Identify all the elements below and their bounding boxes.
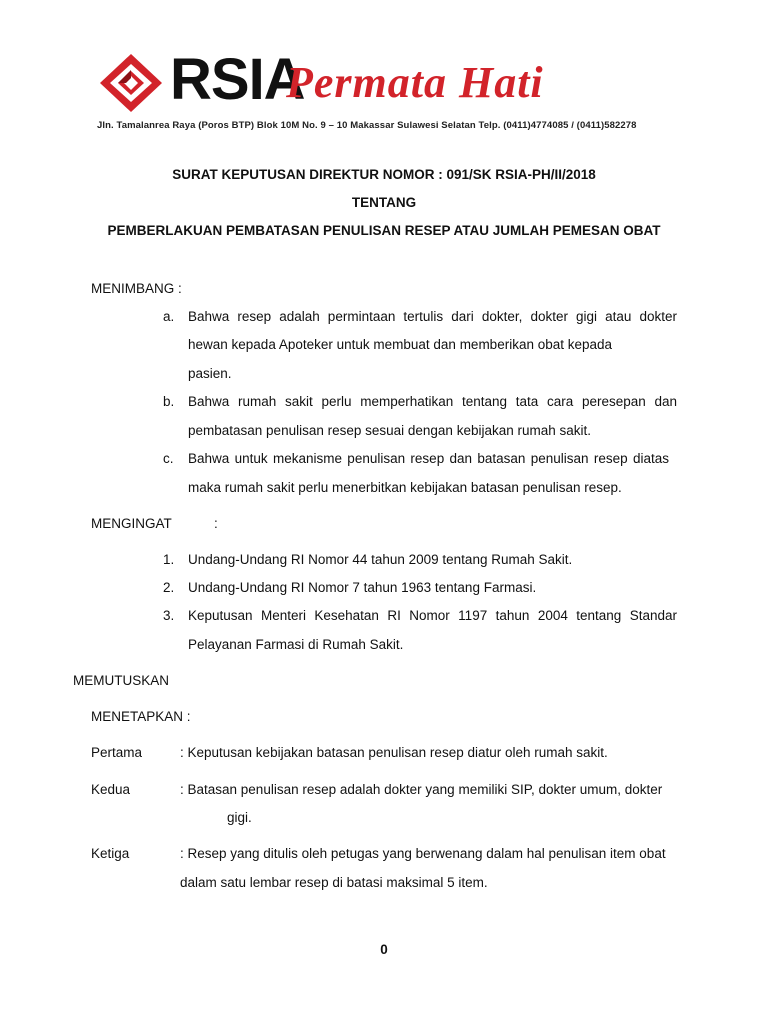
list-item-text: Keputusan Menteri Kesehatan RI Nomor 1197 tahun 2004 tentang Standar <box>188 608 677 623</box>
brand-rsia: RSIA <box>170 47 305 112</box>
mengingat-heading: MENGINGAT <box>91 516 172 531</box>
decision-label: Kedua <box>91 782 131 797</box>
page-number: 0 <box>380 942 388 957</box>
decision-text: : Batasan penulisan resep adalah dokter yang memiliki SIP, dokter umum, dokter <box>180 782 663 797</box>
list-item-text: Bahwa resep adalah permintaan tertulis dari dokter, dokter gigi atau dokter <box>188 309 677 324</box>
list-item-text: Bahwa untuk mekanisme penulisan resep dan batasan penulisan resep diatas <box>188 451 669 466</box>
list-marker: b. <box>163 394 175 409</box>
list-item-text: Bahwa rumah sakit perlu memperhatikan tentang tata cara peresepan dan <box>188 394 677 409</box>
memutuskan-heading: MEMUTUSKAN <box>73 673 170 688</box>
list-item-text: Undang-Undang RI Nomor 44 tahun 2009 tentang Rumah Sakit. <box>188 552 573 567</box>
list-marker: 2. <box>163 580 175 595</box>
decision-text: : Keputusan kebijakan batasan penulisan resep diatur oleh rumah sakit. <box>180 745 608 760</box>
list-item-text: Undang-Undang RI Nomor 7 tahun 1963 tentang Farmasi. <box>188 580 537 595</box>
mengingat-colon: : <box>214 516 218 531</box>
list-item-text: maka rumah sakit perlu menerbitkan kebijakan batasan penulisan resep. <box>188 480 622 495</box>
decision-text: gigi. <box>227 810 252 825</box>
decision-text: : Resep yang ditulis oleh petugas yang berwenang dalam hal penulisan item obat <box>180 846 666 861</box>
menetapkan-heading: MENETAPKAN : <box>91 709 191 724</box>
decision-label: Pertama <box>91 745 143 760</box>
list-item-text: Pelayanan Farmasi di Rumah Sakit. <box>188 637 404 652</box>
decision-text: dalam satu lembar resep di batasi maksimal 5 item. <box>180 875 488 890</box>
menimbang-heading: MENIMBANG : <box>91 281 182 296</box>
list-item-text: hewan kepada Apoteker untuk membuat dan memberikan obat kepada <box>188 337 613 352</box>
list-marker: a. <box>163 309 175 324</box>
hospital-logo <box>98 52 164 114</box>
decree-number: SURAT KEPUTUSAN DIREKTUR NOMOR : 091/SK RSIA-PH/II/2018 <box>172 167 596 182</box>
list-marker: 1. <box>163 552 175 567</box>
list-item-text: pembatasan penulisan resep sesuai dengan kebijakan rumah sakit. <box>188 423 592 438</box>
list-marker: 3. <box>163 608 175 623</box>
decree-about: TENTANG <box>351 195 417 210</box>
list-item-text: pasien. <box>188 366 232 381</box>
decree-subject: PEMBERLAKUAN PEMBATASAN PENULISAN RESEP ATAU JUMLAH PEMESAN OBAT <box>107 223 661 238</box>
brand-script: Permata Hati <box>286 58 544 107</box>
letterhead-address: Jln. Tamalanrea Raya (Poros BTP) Blok 10M No. 9 – 10 Makassar Sulawesi Selatan Telp. (0411)4774085 / (0411)582278 <box>97 120 637 131</box>
decision-label: Ketiga <box>91 846 130 861</box>
list-marker: c. <box>163 451 174 466</box>
